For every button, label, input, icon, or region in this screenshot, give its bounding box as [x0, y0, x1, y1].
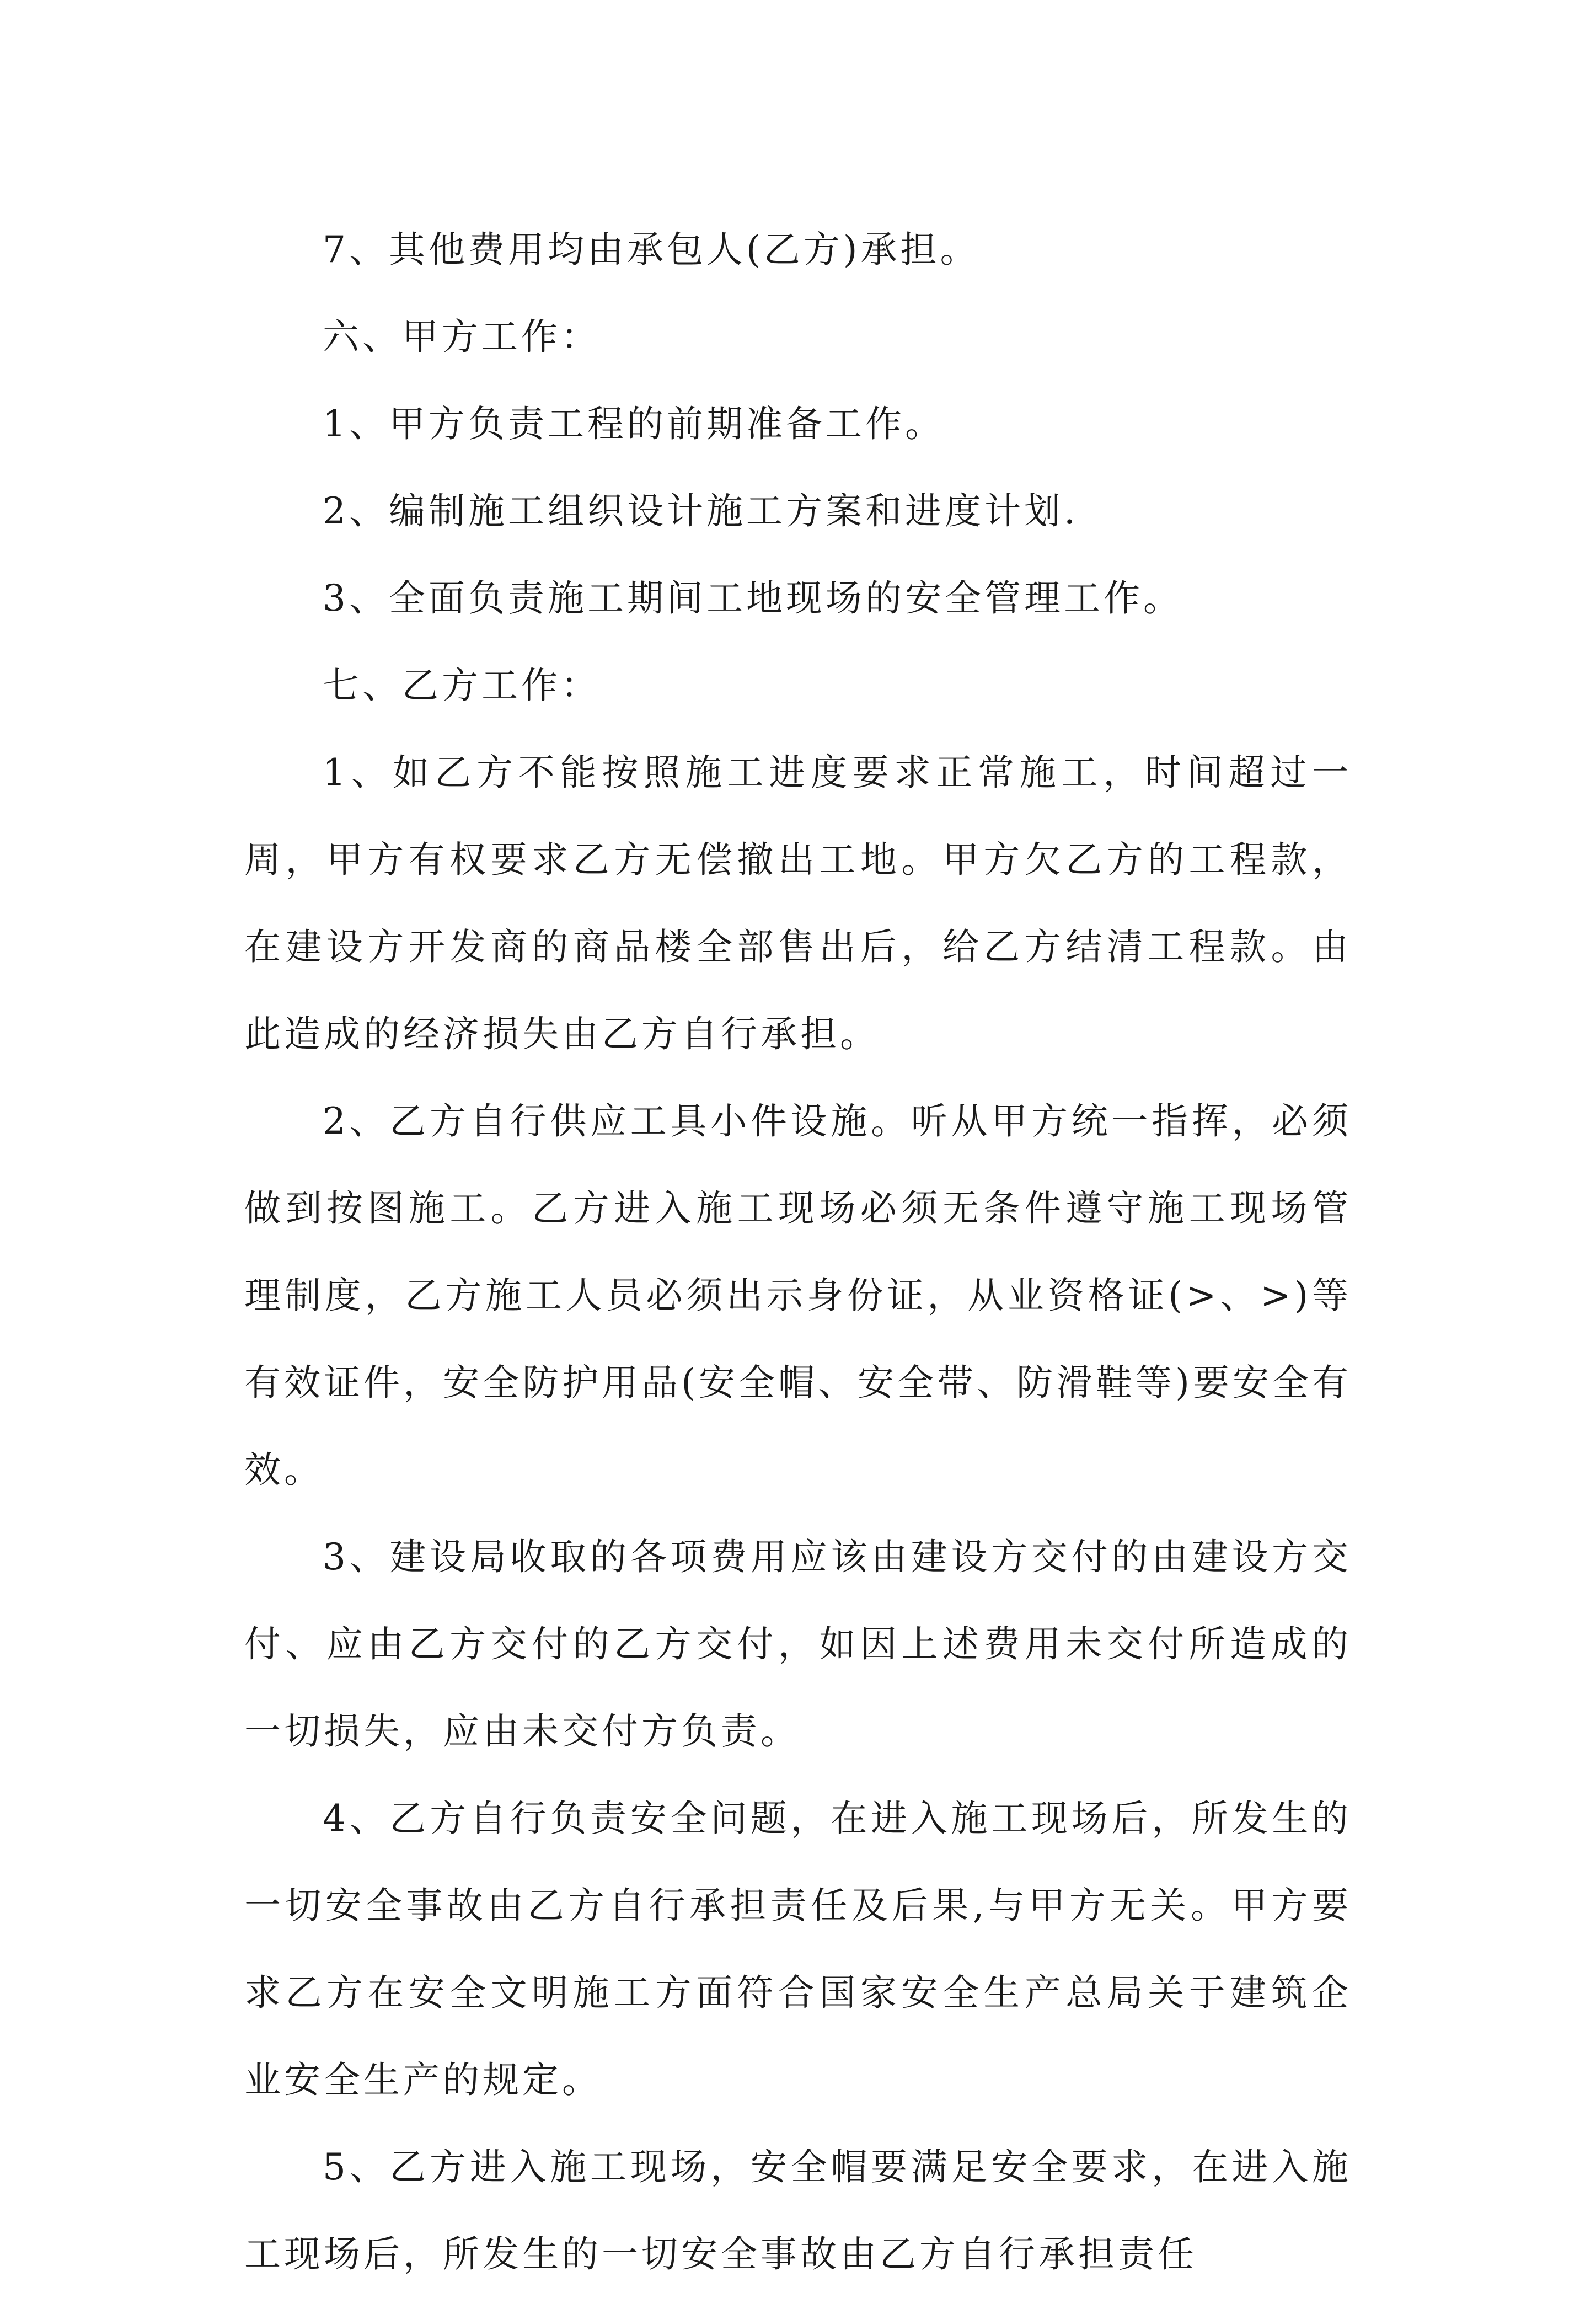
- section-heading-party-a-work: 六、甲方工作：: [323, 316, 601, 358]
- paragraph-party-b-4: 4、乙方自行负责安全问题，在进入施工现场后，所发生的一切安全事故由乙方自行承担责任及后果,与甲方无关。甲方要求乙方在安全文明施工方面符合国家安全生产总局关于建筑企业安全生产的规定。: [244, 1797, 1352, 2101]
- paragraph-party-b-1: 1、如乙方不能按照施工进度要求正常施工，时间超过一周，甲方有权要求乙方无偿撤出工地。甲方欠乙方的工程款，在建设方开发商的商品楼全部售出后，给乙方结清工程款。由此造成的经济损失由乙方自行承担。: [244, 751, 1352, 1055]
- paragraph-party-b-3: 3、建设局收取的各项费用应该由建设方交付的由建设方交付、应由乙方交付的乙方交付，如因上述费用未交付所造成的一切损失，应由未交付方负责。: [244, 1536, 1352, 1752]
- document-body: [244, 206, 1352, 2298]
- section-heading-party-b-work: 七、乙方工作：: [323, 664, 601, 707]
- paragraph-party-a-3: 3、全面负责施工期间工地现场的安全管理工作。: [323, 577, 1183, 619]
- paragraph-party-b-5: 5、乙方进入施工现场，安全帽要满足安全要求，在进入施工现场后，所发生的一切安全事故由乙方自行承担责任: [244, 2146, 1352, 2275]
- paragraph-party-a-1: 1、甲方负责工程的前期准备工作。: [323, 403, 945, 445]
- paragraph-item-7-other-fees: 7、其他费用均由承包人(乙方)承担。: [323, 228, 980, 271]
- paragraph-party-a-2: 2、编制施工组织设计施工方案和进度计划.: [323, 490, 1079, 532]
- paragraph-party-b-2: 2、乙方自行供应工具小件设施。听从甲方统一指挥，必须做到按图施工。乙方进入施工现场必须无条件遵守施工现场管理制度，乙方施工人员必须出示身份证，从业资格证(>、>)等有效证件，安全防护用品(安全帽、安全带、防滑鞋等)要安全有效。: [244, 1100, 1352, 1491]
